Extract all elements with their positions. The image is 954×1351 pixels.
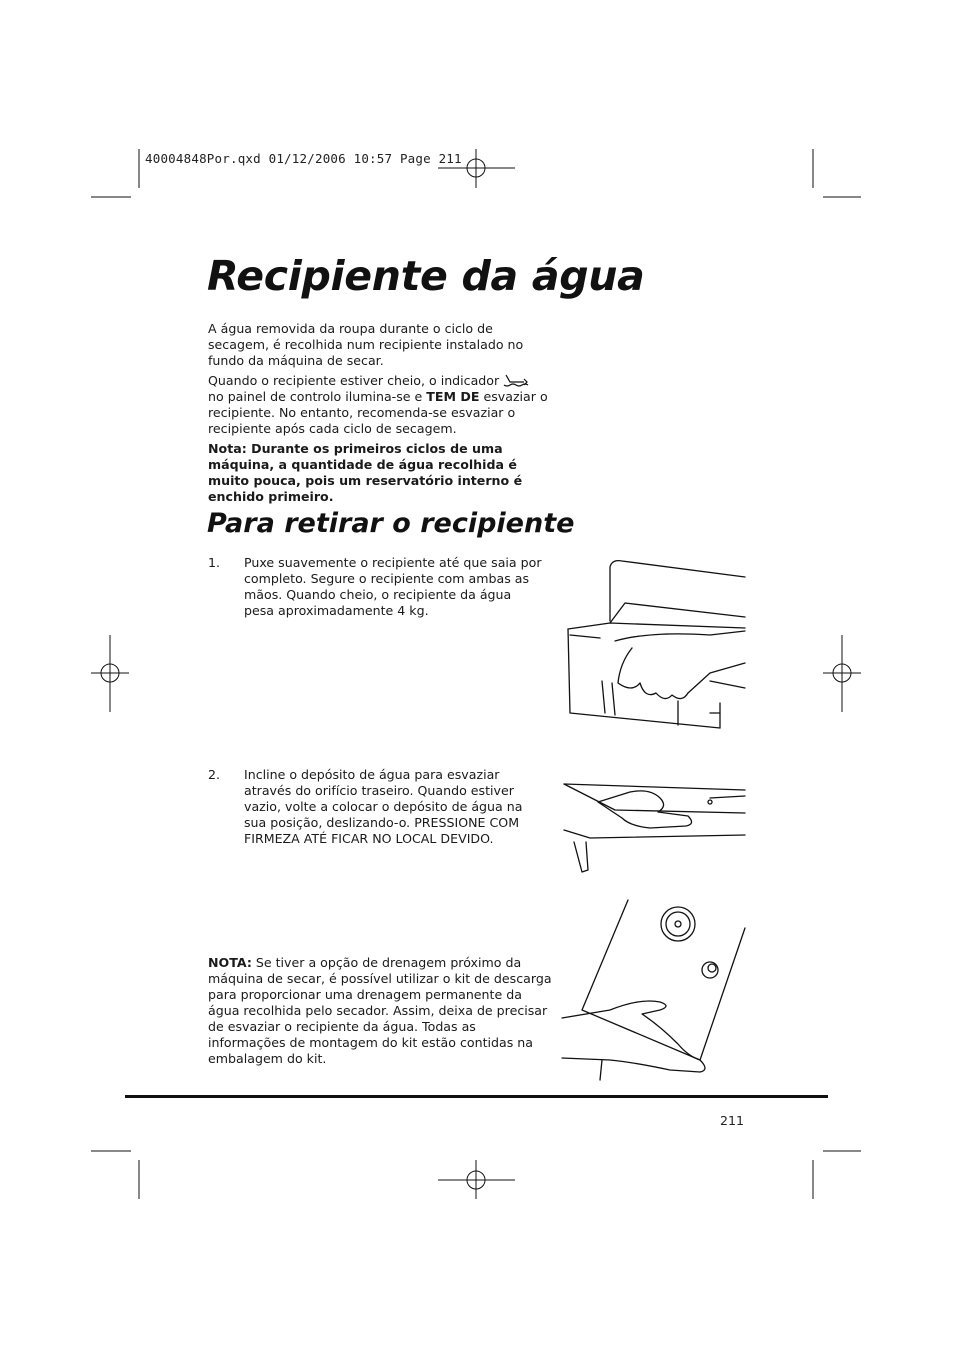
page-title: Recipiente da água bbox=[207, 252, 645, 300]
step-text: Incline o depósito de água para esvaziar através do orifício traseiro. Quando estiver vazio, volte a colocar o depósito de água na sua posição, deslizando-o. PRESSIONE COM FIRMEZA ATÉ FICAR NO LOCAL DEVIDO. bbox=[244, 767, 523, 846]
step-number: 1. bbox=[208, 555, 221, 570]
note-text: Se tiver a opção de drenagem próximo da máquina de secar, é possível utilizar o kit de descarga para proporcionar uma drenagem permanente da água recolhida pelo secador. Assim, deixa de precisar de esvaziar o recipiente da água. Todas as informações de montagem do kit estão contidas na embalagem do kit. bbox=[208, 955, 552, 1066]
step-item bbox=[208, 555, 553, 619]
intro-paragraph-2: Quando o recipiente estiver cheio, o indicador no painel de controlo ilumina-se e TEM DE esvaziar o recipiente. No entanto, recomenda-se esvaziar o recipiente após cada ciclo de secagem. bbox=[208, 373, 548, 436]
intro-text bbox=[208, 321, 548, 509]
drain-kit-note bbox=[208, 955, 553, 1067]
water-container-icon bbox=[503, 373, 529, 389]
intro-paragraph-1: A água removida da roupa durante o ciclo de secagem, é recolhida num recipiente instalado no fundo da máquina de secar. bbox=[208, 321, 524, 368]
illustration-hold-container bbox=[560, 898, 750, 1083]
step-item bbox=[208, 767, 553, 847]
step-number: 2. bbox=[208, 767, 221, 782]
print-slug: 40004848Por.qxd 01/12/2006 10:57 Page 211 bbox=[145, 151, 462, 166]
illustration-slide-container bbox=[560, 780, 750, 876]
step-text: Puxe suavemente o recipiente até que saia por completo. Segure o recipiente com ambas as mãos. Quando cheio, o recipiente da água pesa aproximadamente 4 kg. bbox=[244, 555, 542, 618]
footer-rule bbox=[125, 1095, 828, 1098]
page-number: 211 bbox=[720, 1113, 745, 1128]
section-title: Para retirar o recipiente bbox=[207, 508, 575, 539]
note-label: NOTA: bbox=[208, 955, 252, 970]
illustration-pull-container bbox=[560, 553, 750, 733]
intro-note: Nota: Durante os primeiros ciclos de uma máquina, a quantidade de água recolhida é muito pouca, pois um reservatório interno é enchido primeiro. bbox=[208, 441, 523, 504]
